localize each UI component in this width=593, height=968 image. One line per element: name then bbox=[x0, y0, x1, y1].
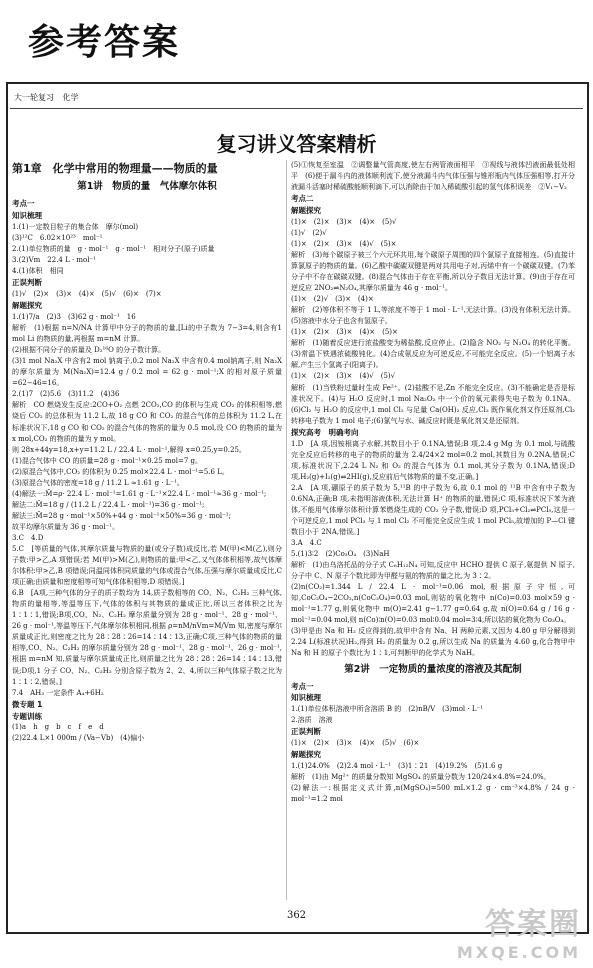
answer-line: 3.(2)Vm 22.4 L · mol⁻¹ bbox=[12, 256, 97, 265]
answer-line: 解析 (1)根据 n=N/NA 计算甲中分子的物质的量,[Li的中子数为 7−3=4,则含有1 mol Li 的物质的量,再根据 m=nM 计算。 bbox=[12, 324, 282, 344]
answer-line: (4)解法一:M̄=ρ· 22.4 L · mol⁻¹=1.61 g · L⁻¹×22.4 L · mol⁻¹≈36 g · mol⁻¹; bbox=[12, 489, 267, 498]
answer-line: (2)原混合气体中,CO₂ 的体积为 0.25 mol×22.4 L · mol⁻¹=5.6 L。 bbox=[12, 467, 229, 476]
answer-line: (3)原混合气体的密度=18 g / 11.2 L ≈1.61 g · L⁻¹。 bbox=[12, 478, 184, 487]
answer-line: (1)× (2)× (3)× (4)√ (5)× bbox=[291, 239, 397, 248]
chapter-heading: 第1章 化学中常用的物理量——物质的量 bbox=[12, 162, 218, 175]
answer-line: 1.(1)单位体积溶液中所含溶质 B 的 (2)nB/V (3)mol · L⁻¹ bbox=[291, 705, 484, 714]
answer-line: (1)× (2)× (3)× (4)× (5)√ bbox=[291, 217, 397, 226]
answer-line: 2.溶质 溶液 bbox=[291, 716, 333, 725]
answer-line: (3)1 mol Na₂X 中含有2 mol 钠离子,0.2 mol Na₂X 中含有0.4 mol钠离子,则 Na₂X 的摩尔质量为 M(Na₂X)=12.4 g / 0.2 mol = 62 g · mol⁻¹;X 的相对原子质量=62−46=16。 bbox=[12, 357, 282, 388]
answer-line: 2.(1)7 (2)5.6 (3)11.2 (4)36 bbox=[12, 390, 120, 399]
section-label: 解题探究 bbox=[291, 750, 321, 760]
left-content bbox=[12, 198, 282, 744]
section-label: 专题训练 bbox=[12, 711, 42, 721]
answer-line: (5)①恢复至室温 ②调整量气管高度,使左右两管液面相平 ③视线与液体凹液面最低处相平 (6)便于漏斗内的液体顺利流下,使分液漏斗内气体压强与锥形瓶内气体压强相等,打开分液漏斗活塞时稀硫酸能顺利滴下,可以消除由于加入稀硫酸引起的氢气体积误差 ②V₁−V₂ bbox=[291, 161, 575, 192]
answer-line: 2.(1)单位物质的量 g · mol⁻¹ g · mol⁻¹ 相对分子(原子)质量 bbox=[12, 245, 215, 254]
section-label: 正误判断 bbox=[12, 278, 42, 288]
answer-line: 解析 (1)当铁粉过量时生成 Fe²⁺。(2)盐酸不足,Zn 不能完全反应。(3)不能确定是否是标准状况下。(4)与 H₂O 反应时,1 mol Na₂O₂ 中一个价的氧元素得失电子数为 0.1NA。(6)Cl₂ 与 H₂O 的反应中,1 mol Cl₂ 与足量 Ca(OH)₂ 反应,Cl₂ 既作氧化剂又作还原剂,Cl₂ 转移电子数为 1 mol 电子;(6)氯气与水、碱反应时既是氧化剂又是还原剂。 bbox=[291, 383, 575, 425]
answer-line: (1)× (2)√ (3)× (4)× bbox=[291, 295, 374, 304]
answer-line: 则 28x+44y=18,x+y=11.2 L / 22.4 L · mol⁻¹,解得 x=0.25,y=0.25。 bbox=[12, 445, 246, 454]
answer-line: (1)× (2)× (3)× (4)× (5)× bbox=[291, 328, 398, 337]
running-header bbox=[14, 92, 85, 103]
answer-line: (1)√ (2)× (3)× (4)× (5)√ (6)× (7)× bbox=[12, 290, 162, 299]
answer-line: (1)√ (2)√ bbox=[291, 228, 327, 237]
answer-line: 解法三:M̄=28 g · mol⁻¹×50%+44 g · mol⁻¹×50%=36 g · mol⁻¹; bbox=[12, 511, 231, 520]
answer-line: (1)× (2)× (3)× (4)√ (5)√ bbox=[291, 372, 396, 381]
answer-line: 1.(1)7/a (2)3 (3)62 g · mol⁻¹ 16 bbox=[12, 313, 136, 322]
answer-line: 3.A 4.C bbox=[291, 538, 322, 547]
answer-line: 解析 (1)由乌洛托品的分子式 C₆H₁₂N₄ 可知,反应中 HCHO 提供 C 原子,氨提供 N 原子,分子中 C、N 原子个数比即为甲醛与氨的物质的量之比,为 3∶2。 bbox=[291, 561, 575, 581]
watermark-line1: 答案圈 bbox=[485, 907, 581, 942]
answer-line: 4.(1)体积 相同 bbox=[12, 267, 64, 276]
page-title: 复习讲义答案精析 bbox=[216, 132, 377, 156]
answer-line: 解析 (1)由 Mg²⁺ 的质量分数知 MgSO₄ 的质量分数为 120/24×4.8%=24.0%。 bbox=[291, 773, 551, 782]
answer-line: (2)n(CO₂)=1.344 L / 22.4 L · mol⁻¹=0.06 mol,根据原子守恒,可知,CoC₂O₄~2CO₂,n(CoC₂O₄)=0.03 mol,则钴的氧化物中 n(Co)=0.03 mol×59 g · mol⁻¹=1.77 g,则氧化物中 m(O)=2.41 g−1.77 g=0.64 g,故 n(O)=0.64 g / 16 g · mol⁻¹=0.04 mol,则 n(Co)∶n(O)=0.03 mol∶0.04 mol=3∶4,所以钴的氧化物为 Co₃O₄。 bbox=[291, 583, 575, 625]
answer-line: (1)× (2)× (3)× (4)× (5)√ (6)× bbox=[291, 739, 420, 748]
answer-line: 1.(1)24.0% (2)2.4 mol · L⁻¹ (3)1∶21 (4)19.2% (5)1.6 g bbox=[291, 762, 503, 771]
answer-line: 6.B [A项,三种气体的分子的质子数均为 14,质子数相等的 CO、N₂、C₂H₂ 三种气体,物质的量相等,等温等压下,气体的体积与其物质的量成正比,所以三者体积之比为 1∶1∶1,错误;B项,CO、N₂、C₂H₂ 摩尔质量分别为 28 g · mol⁻¹、28 g · mol⁻¹、26 g · mol⁻¹,等温等压下,气体摩尔体积相同,根据 ρ=nM/nVm=M/Vm 知,密度与摩尔质量成正比,则密度之比为 28∶28∶26=14∶14∶13,正确;C项,三种气体的物质的量相等,CO、N₂、C₂H₂ 的摩尔质量分别为 28 g · mol⁻¹、28 g · mol⁻¹、26 g · mol⁻¹,根据 m=nM 知,质量与摩尔质量成正比,则质量之比为 28∶28∶26=14∶14∶13,错误;D项,1 分子 CO、N₂、C₂H₂ 分别含原子数为 2、2、4,所以三种气体原子数之比为 1∶1∶2,错误。] bbox=[12, 589, 282, 686]
header-rule bbox=[10, 108, 583, 109]
left-column bbox=[12, 160, 282, 744]
section-label: 解题探究 bbox=[12, 301, 42, 311]
answer-line: 1.(1)一定数目粒子的集合体 摩尔(mol) bbox=[12, 223, 139, 232]
watermark bbox=[457, 899, 581, 962]
section-label: 正误判断 bbox=[291, 727, 321, 737]
section-label: 知识梳理 bbox=[291, 693, 321, 703]
section-label: 考点一 bbox=[291, 681, 314, 691]
lecture-heading: 第1讲 物质的量 气体摩尔体积 bbox=[77, 181, 217, 193]
answer-line: (2)根据不同分子的质量及 D₂¹⁶O 的分子数计算。 bbox=[12, 346, 166, 355]
answer-line: (1)a h g b c f e d bbox=[12, 723, 104, 732]
answer-line: 解析 (2)等体积不等于 1 L,等浓度不等于 1 mol · L⁻¹,无法计算。(3)没有体积无法计算。(5)溶液中水分子也含有氢原子。 bbox=[291, 306, 575, 326]
answer-line: (3)¹²C 6.02×10²³ mol⁻¹ bbox=[12, 234, 103, 243]
answer-line: (1)混合气体中 CO 的质量=28 g · mol⁻¹×0.25 mol=7 g。 bbox=[12, 456, 202, 465]
right-column bbox=[291, 160, 575, 805]
section-label: 解题探究 bbox=[291, 205, 321, 215]
answer-line: 2.A [A 项,硼原子的质子数为 5,¹¹B 的中子数为 6,故 0.1 mol 的 ¹¹B 中含有中子数为 0.6NA,正确;B 项,未指明溶液体积,无法计算 H⁺ 的物质的量,错误;C 项,标准状况下苯为液体,不能用气体摩尔体积计算苯燃烧生成的 CO₂ 分子数,错误;D 项,PCl₃+Cl₂⇌PCl₅,这是一个可逆反应,1 mol PCl₃ 与 1 mol Cl₂ 不可能完全反应生成 1 mol PCl₅,故增加的 P—Cl 键数目小于 2NA,错误。] bbox=[291, 483, 575, 536]
answer-line: 解析 (1)随着反应进行浓盐酸变为稀盐酸,反应停止。(2)隐含 NO₂ 与 N₂O₄ 的转化平衡。(3)常温下铁遇浓硫酸钝化。(4)合成氨反应为可逆反应,不可能完全反应。(5)一个铝离子水解,产生三个氢离子(阳离子)。 bbox=[291, 339, 575, 370]
watermark-line2: MXQE.COM bbox=[456, 943, 581, 962]
answer-line: 解法二:M̄=18 g / (11.2 L / 22.4 L · mol⁻¹)=36 g · mol⁻¹; bbox=[12, 500, 205, 509]
answer-line: 5.(1)3∶2 (2)Co₃O₄ (3)NaH bbox=[291, 550, 390, 559]
lecture-heading-2: 第2讲 一定物质的量浓度的溶液及其配制 bbox=[344, 663, 522, 675]
answer-line: (3)甲是由 Na 和 H₂ 反应得到的,故甲中含有 Na、H 两种元素,又因为 4.80 g 甲分解得到 2.24 L(标准状况)H₂,得到 H₂ 的质量为 0.2 g,所以生成 Na 的质量为 4.60 g,化合物甲中 Na 和 H 的原子个数比为 1∶1,可判断甲的化学式为 NaH。 bbox=[291, 627, 575, 658]
answer-line: 3.C 4.D bbox=[12, 533, 44, 542]
section-label: 考点一 bbox=[12, 199, 35, 209]
answer-line: 解析 CO 燃烧发生反应:2CO+O₂ 点燃 2CO₂,CO 的体积与生成 CO₂ 的体积相等,燃烧后 CO₂ 的总体积为 11.2 L,故 18 g CO 和 CO₂ 的混合气体的总体积为 11.2 L,在标准状况下,18 g CO 和 CO₂ 的混合气体的物质的量为 0.5 mol,设 CO 的物质的量为 x mol,CO₂ 的物质的量为 y mol。 bbox=[12, 401, 282, 443]
answer-line: 7.4 AH₃ 一定条件 A₄+6H₂ bbox=[12, 688, 104, 697]
answer-line: 5.C [等质量的气体,其摩尔质量与物质的量(或分子数)成反比,若 M(甲)<M(乙),则分子数:甲>乙,A 项错误;若 M(甲)>M(乙),则物质的量:甲<乙,又气体体积相等,故气体摩尔体积:甲>乙,B 项错误;同温同体积同质量的气体或混合气体,压强与摩尔质量成反比,C 项正确;由质量和密度相等可知气体体积相等,D 项错误。] bbox=[12, 545, 282, 587]
answer-line: (2)解法一:根据定义式计算,n(MgSO₄)=500 mL×1.2 g · cm⁻³×4.8% / 24 g · mol⁻¹=1.2 mol bbox=[291, 784, 575, 804]
answer-line: (2)22.4 L×1 000m / (Va−Vb) (4)偏小 bbox=[12, 734, 145, 743]
section-label: 知识梳理 bbox=[12, 211, 42, 221]
answer-line: 1.D [A 项,因铵根离子水解,其数目小于 0.1NA,错误;B 项,2.4 g Mg 为 0.1 mol,与硫酸完全反应后转移的电子的物质的量为 2.4/24×2 mol=0.2 mol,其数目为 0.2NA,错误;C 项,标准状况下,2.24 L N₂ 和 O₂ 的混合气体为 0.1 mol,其分子数为 0.1NA,错误;D 项,H₂(g)+I₂(g)⇌2HI(g),反应前后气体物质的量不变,正确。] bbox=[291, 439, 575, 481]
answer-key-banner: 参考答案 bbox=[28, 22, 181, 63]
answer-line: 解析 (3)每个碳原子被三个六元环共用,每个碳原子周围的四个氯原子直接相连。(5)直接计算氯原子的物质的量。(6)乙酸中碳碳双键是两对共用电子对,丙烯中有一个碳碳双键。(7)苯分子中不存在碳碳双键。(8)混合气体由于存在平衡,所以分子数目无法计算。(9)由于存在可逆反应 2NO₂⇌N₂O₄,其摩尔质量为 46 g · mol⁻¹。 bbox=[291, 250, 575, 293]
subject-label: 化学 bbox=[62, 93, 79, 102]
section-label: 微专题 1 bbox=[12, 699, 43, 709]
section-label: 探究高考 明确考向 bbox=[291, 427, 359, 437]
column-divider bbox=[286, 160, 287, 900]
answer-line: 故平均摩尔质量为 36 g · mol⁻¹。 bbox=[12, 522, 120, 531]
series-label: 大一轮复习 bbox=[14, 93, 54, 102]
right-content-2 bbox=[291, 681, 575, 806]
page-number: 362 bbox=[286, 910, 307, 921]
right-content bbox=[291, 160, 575, 660]
section-label: 考点二 bbox=[291, 194, 314, 204]
